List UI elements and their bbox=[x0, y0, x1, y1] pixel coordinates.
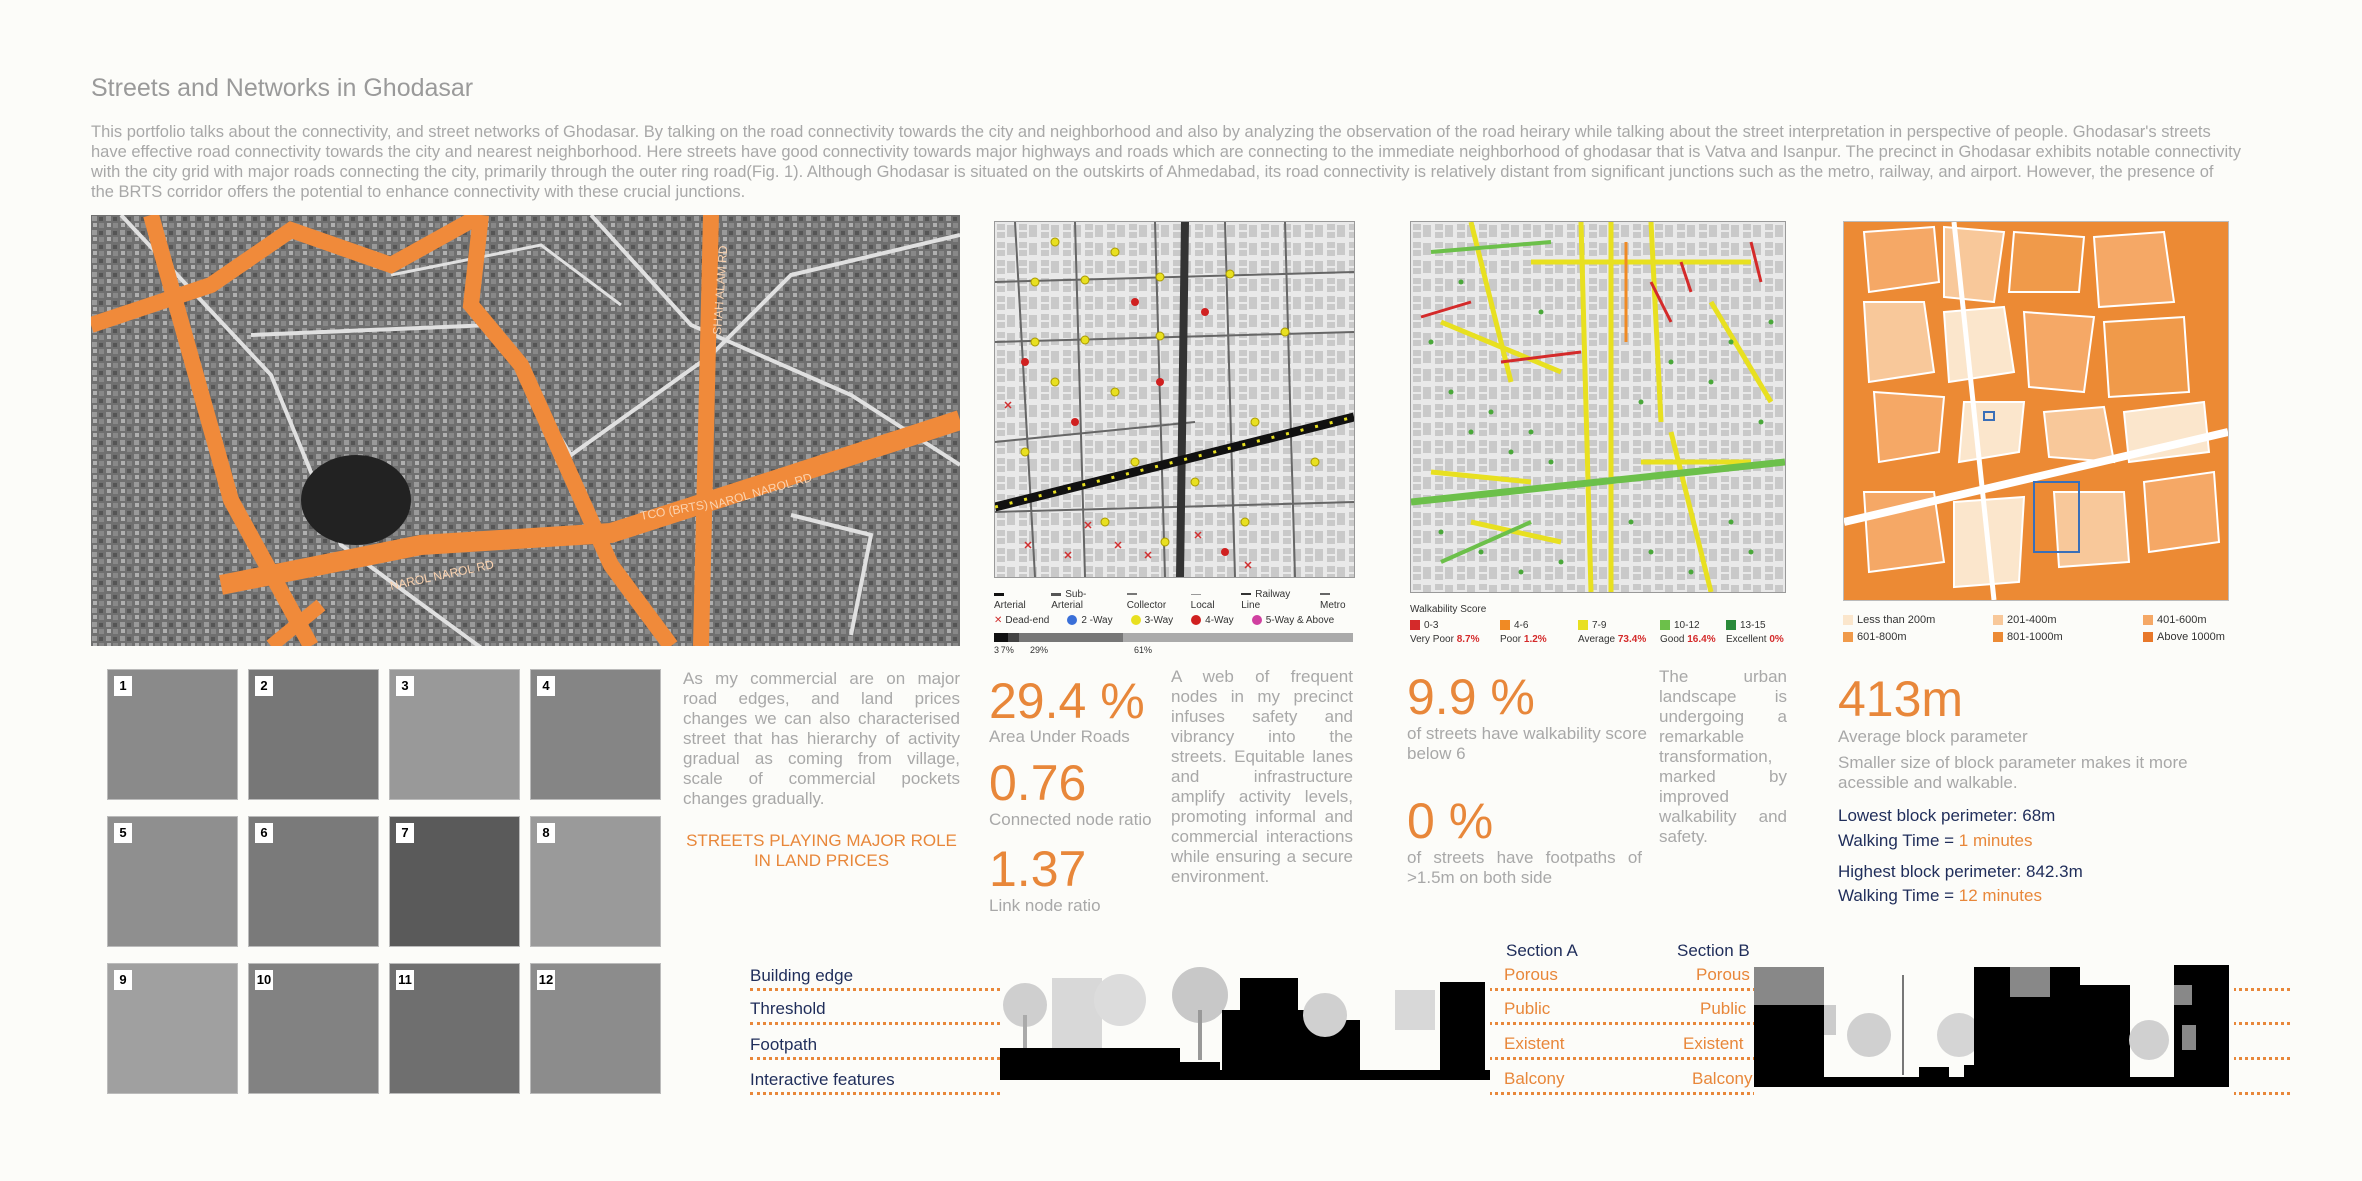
walk-range-2: 4-6 bbox=[1500, 620, 1578, 631]
section-b-value-3: Existent bbox=[1683, 1034, 1744, 1053]
block-perimeter-map bbox=[1843, 221, 2229, 601]
photo-number: 6 bbox=[255, 823, 273, 843]
connected-node-value: 0.76 bbox=[989, 755, 1087, 811]
network-map bbox=[994, 221, 1355, 578]
block-map-svg bbox=[1844, 222, 2228, 600]
block-legend-2: 201-400m bbox=[1993, 614, 2143, 626]
block-legend bbox=[1843, 614, 2233, 643]
walkability-score-value: 9.9 % bbox=[1407, 669, 1535, 725]
street-photo-4 bbox=[530, 669, 661, 800]
walk-value-1: Very Poor 8.7% bbox=[1410, 634, 1480, 645]
street-photo-9 bbox=[107, 963, 238, 1094]
aerial-map bbox=[91, 215, 960, 646]
street-photo-10 bbox=[248, 963, 379, 1094]
street-photo-12 bbox=[530, 963, 661, 1094]
street-photo-6 bbox=[248, 816, 379, 947]
road-label-1: NAROL NAROL RD bbox=[388, 557, 496, 593]
network-legend bbox=[994, 589, 1354, 656]
legend-metro: Metro bbox=[1320, 589, 1354, 611]
walkability-score-label: of streets have walkability score below 6 bbox=[1407, 724, 1647, 763]
street-photo-1 bbox=[107, 669, 238, 800]
walk-value-4: Good 16.4% bbox=[1660, 634, 1716, 645]
area-under-roads-label: Area Under Roads bbox=[989, 727, 1130, 746]
connected-node-label: Connected node ratio bbox=[989, 810, 1152, 829]
photo-number: 2 bbox=[255, 676, 273, 696]
photo-number: 11 bbox=[396, 970, 414, 990]
legend-railway: Railway Line bbox=[1241, 589, 1291, 611]
block-legend-4: 601-800m bbox=[1843, 631, 1993, 643]
walkability-map bbox=[1410, 221, 1786, 593]
photo-number: 5 bbox=[114, 823, 132, 843]
section-b-value-2: Public bbox=[1700, 999, 1747, 1018]
road-label-2: TCO (BRTS) bbox=[639, 497, 709, 523]
aerial-map-svg bbox=[91, 215, 960, 646]
legend-collector: Collector bbox=[1127, 589, 1173, 611]
walk-range-3: 7-9 bbox=[1578, 620, 1660, 631]
road-share-bar bbox=[994, 633, 1353, 642]
walk-value-3: Average 73.4% bbox=[1578, 634, 1647, 645]
legend-4way: 4-Way bbox=[1191, 615, 1234, 626]
highest-walking-prefix: Walking Time = bbox=[1838, 886, 1959, 905]
legend-dead-end: ✕ Dead-end bbox=[994, 615, 1050, 626]
intro-paragraph: This portfolio talks about the connectivity, and street networks of Ghodasar. By talking on the road connectivity towards the city and neighborhood and also by analyzing the observation of the road heirary while talking about the street interpretation in perspective of people. Ghodasar's streets have effective road connectivity towards the city and nearest neighborhood. Here streets have good connectivity towards major highways and roads which are connecting to the immediate neighborhood of ghodasar that is Vatva and Isanpur. The precinct in Ghodasar exhibits notable connectivity with the city grid with major roads connecting the city, primarily through the outer ring road(Fig. 1). Although Ghodasar is situated on the outskirts of Ahmedabad, its road connectivity is relatively distant from significant junctions such as the metro, railway, and airport. However, the presence of the BRTS corridor offers the potential to enhance connectivity with these crucial junctions. bbox=[91, 123, 2241, 201]
street-photo-3 bbox=[389, 669, 520, 800]
section-row-interactive: Interactive features bbox=[750, 1070, 895, 1089]
area-under-roads-value: 29.4 % bbox=[989, 673, 1145, 729]
road-label-4: SHAH ALAM RD bbox=[710, 245, 731, 336]
section-a-value-1: Porous bbox=[1504, 965, 1558, 984]
lowest-walking-time bbox=[1838, 831, 2032, 851]
section-a-value-4: Balcony bbox=[1504, 1069, 1565, 1088]
block-legend-3: 401-600m bbox=[2143, 614, 2207, 626]
commercial-paragraph: As my commercial are on major road edges, and land prices changes we can also characterised street that has hierarchy of activity gradual as coming from village, scale of commercial pockets changes gradually. bbox=[683, 669, 960, 808]
walkability-legend-title: Walkability Score bbox=[1410, 604, 1487, 615]
lowest-perimeter: Lowest block perimeter: 68m bbox=[1838, 806, 2056, 825]
network-map-svg bbox=[995, 222, 1354, 577]
section-b-value-4: Balcony bbox=[1692, 1069, 1753, 1088]
street-photo-8 bbox=[530, 816, 661, 947]
footpath-label: of streets have footpaths of >1.5m on both side bbox=[1407, 848, 1642, 887]
section-a-title: Section A bbox=[1506, 941, 1578, 960]
block-legend-row2 bbox=[1843, 631, 2233, 643]
section-b-title: Section B bbox=[1677, 941, 1750, 960]
photo-number: 7 bbox=[396, 823, 414, 843]
section-b-svg bbox=[1754, 955, 2234, 1105]
photo-number: 8 bbox=[537, 823, 555, 843]
legend-sub-arterial: Sub-Arterial bbox=[1051, 589, 1087, 611]
road-label-3: NAROL NAROL RD bbox=[707, 470, 814, 513]
bar-label-1: 3 7% bbox=[994, 645, 1014, 655]
legend-3way: 3-Way bbox=[1131, 615, 1174, 626]
land-price-heading-line1: STREETS PLAYING MAJOR ROLE bbox=[686, 831, 957, 850]
lake bbox=[301, 455, 411, 545]
section-a-drawing bbox=[1000, 950, 1490, 1100]
photo-number: 1 bbox=[114, 676, 132, 696]
lowest-walking-prefix: Walking Time = bbox=[1838, 831, 1959, 850]
land-price-heading bbox=[683, 831, 960, 871]
block-legend-5: 801-1000m bbox=[1993, 631, 2143, 643]
block-legend-6: Above 1000m bbox=[2143, 631, 2225, 643]
nodes-paragraph: A web of frequent nodes in my precinct infuses safety and vibrancy into the streets. Equitable lanes and infrastructure amplify activity levels, promoting informal and commercial interactions while ensuring a secure environment. bbox=[1171, 667, 1353, 886]
street-photo-11 bbox=[389, 963, 520, 1094]
walkability-legend bbox=[1410, 604, 1790, 645]
walk-range-1: 0-3 bbox=[1410, 620, 1500, 631]
highest-walking-value: 12 minutes bbox=[1958, 886, 2042, 905]
section-row-footpath: Footpath bbox=[750, 1035, 818, 1054]
photo-number: 9 bbox=[114, 970, 132, 990]
walk-value-5: Excellent 0% bbox=[1726, 634, 1784, 645]
legend-2way: 2 -Way bbox=[1067, 615, 1112, 626]
section-row-threshold: Threshold bbox=[750, 999, 826, 1018]
walkability-legend-ranges bbox=[1410, 620, 1790, 631]
block-description: Smaller size of block parameter makes it more acessible and walkable. bbox=[1838, 753, 2188, 792]
highest-walking-time bbox=[1838, 886, 2042, 906]
street-photo-2 bbox=[248, 669, 379, 800]
link-node-value: 1.37 bbox=[989, 841, 1087, 897]
average-block-value: 413m bbox=[1838, 671, 1964, 727]
photo-number: 3 bbox=[396, 676, 414, 696]
network-legend-row1 bbox=[994, 589, 1354, 611]
section-a-svg bbox=[1000, 950, 1490, 1100]
section-row-building-edge: Building edge bbox=[750, 966, 854, 985]
legend-5way: 5-Way & Above bbox=[1252, 615, 1335, 626]
photo-grid bbox=[107, 669, 661, 1096]
footpath-value: 0 % bbox=[1407, 793, 1494, 849]
legend-arterial: Arterial bbox=[994, 589, 1033, 611]
section-b-value-1: Porous bbox=[1696, 965, 1750, 984]
legend-local: Local bbox=[1191, 589, 1224, 611]
section-a-value-3: Existent bbox=[1504, 1034, 1565, 1053]
network-legend-row2 bbox=[994, 615, 1354, 626]
block-legend-1: Less than 200m bbox=[1843, 614, 1993, 626]
walk-range-5: 13-15 bbox=[1726, 620, 1766, 631]
urban-landscape-paragraph: The urban landscape is undergoing a remarkable transformation, marked by improved walkability and safety. bbox=[1659, 667, 1787, 846]
walkability-map-svg bbox=[1411, 222, 1785, 592]
photo-number: 4 bbox=[537, 676, 555, 696]
street-photo-5 bbox=[107, 816, 238, 947]
walk-value-2: Poor 1.2% bbox=[1500, 634, 1547, 645]
walkability-legend-values bbox=[1410, 634, 1790, 645]
land-price-heading-line2: IN LAND PRICES bbox=[753, 851, 890, 870]
bar-label-3: 61% bbox=[1134, 645, 1153, 655]
road-share-labels bbox=[994, 642, 1354, 656]
highest-perimeter: Highest block perimeter: 842.3m bbox=[1838, 862, 2083, 881]
bar-label-2: 29% bbox=[1030, 645, 1049, 655]
photo-number: 12 bbox=[537, 970, 555, 990]
section-b-drawing bbox=[1754, 955, 2234, 1105]
street-photo-7 bbox=[389, 816, 520, 947]
photo-number: 10 bbox=[255, 970, 273, 990]
walk-range-4: 10-12 bbox=[1660, 620, 1726, 631]
lowest-walking-value: 1 minutes bbox=[1958, 831, 2033, 850]
block-legend-row1 bbox=[1843, 614, 2233, 626]
average-block-label: Average block parameter bbox=[1838, 727, 2028, 746]
page-title: Streets and Networks in Ghodasar bbox=[91, 74, 474, 102]
section-a-value-2: Public bbox=[1504, 999, 1551, 1018]
link-node-label: Link node ratio bbox=[989, 896, 1101, 915]
